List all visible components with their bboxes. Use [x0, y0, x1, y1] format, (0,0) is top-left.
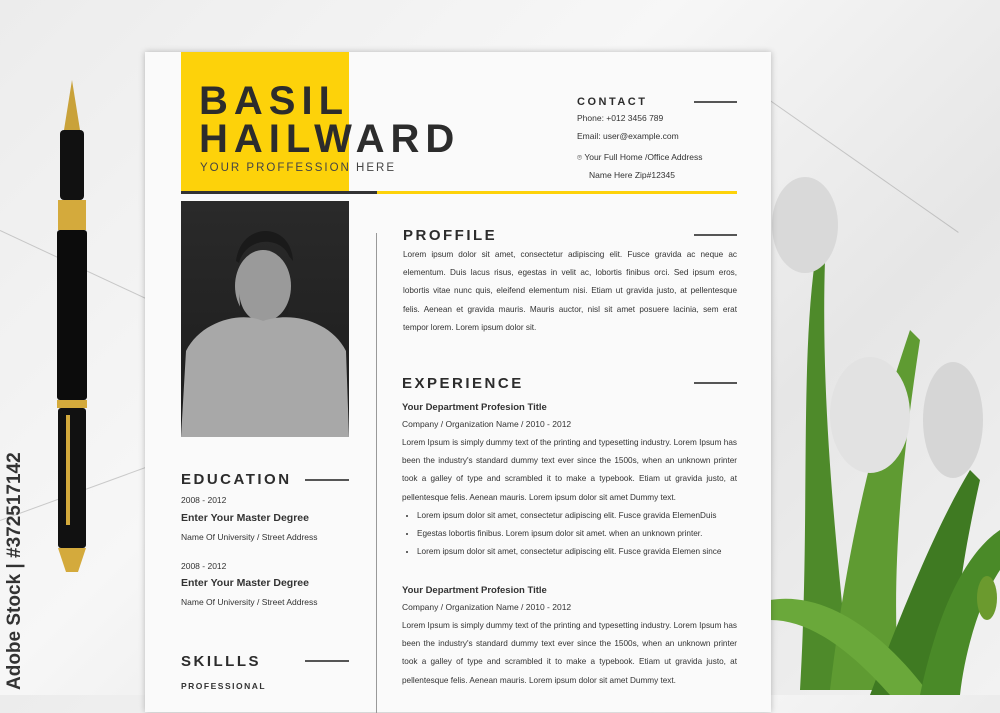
tulips-image	[770, 170, 1000, 695]
education-degree: Enter Your Master Degree	[181, 512, 309, 524]
education-years: 2008 - 2012	[181, 495, 227, 505]
contact-phone: Phone: +012 3456 789	[577, 113, 664, 123]
last-name: HAILWARD	[199, 117, 461, 161]
experience-heading: EXPERIENCE	[402, 375, 524, 392]
location-pin-icon: ⌾	[577, 152, 583, 162]
person-portrait-icon	[181, 201, 349, 437]
education-heading: EDUCATION	[181, 471, 292, 488]
resume-page	[145, 52, 771, 712]
contact-email: Email: user@example.com	[577, 131, 679, 141]
job-summary: Lorem Ipsum is simply dummy text of the printing and typesetting industry. Lorem Ipsum has been the industry's standard dummy text ever since the 1500s, when an unknown printer took a galley of type and scrambled it to make a typebook. Etiam ut gravida justo, at pellentesque felis. Aenean mauris. Lorem ipsum dolor sit amet Dummy text.	[402, 621, 737, 685]
header-divider-dark	[181, 191, 377, 194]
address-line1: Your Full Home /Office Address	[584, 152, 703, 162]
skills-subheading: PROFESSIONAL	[181, 681, 267, 691]
stock-watermark: Adobe Stock | #372517142	[4, 452, 25, 690]
heading-rule	[694, 382, 737, 384]
job-description	[402, 434, 737, 561]
job-bullets	[402, 507, 737, 562]
heading-rule	[305, 660, 349, 662]
heading-rule	[694, 234, 737, 236]
job-bullet: • Lorem ipsum dolor sit amet, consectetur adipiscing elit. Fusce gravida Elemen since	[417, 543, 737, 561]
profile-heading: PROFFILE	[403, 227, 498, 244]
heading-rule	[694, 101, 737, 103]
column-divider	[376, 233, 377, 713]
education-degree: Enter Your Master Degree	[181, 577, 309, 589]
profession: YOUR PROFFESSION HERE	[200, 162, 396, 174]
job-title: Your Department Profesion Title	[402, 402, 547, 413]
education-school: Name Of University / Street Address	[181, 532, 318, 542]
heading-rule	[305, 479, 349, 481]
job-bullet: • Lorem ipsum dolor sit amet, consectetur adipiscing elit. Fusce gravida ElemenDuis	[417, 507, 737, 525]
first-name: BASIL	[199, 79, 349, 123]
job-bullet: • Egestas lobortis finibus. Lorem ipsum dolor sit amet. when an unknown printer.	[417, 525, 737, 543]
contact-address	[577, 152, 702, 163]
header-divider-yellow	[377, 191, 737, 194]
job-summary: Lorem Ipsum is simply dummy text of the printing and typesetting industry. Lorem Ipsum has been the industry's standard dummy text ever since the 1500s, when an unknown printer took a galley of type and scrambled it to make a typebook. Etiam ut gravida justo, at pellentesque felis. Aenean mauris. Lorem ipsum dolor sit amet Dummy text.	[402, 438, 737, 502]
skills-heading: SKILLLS	[181, 653, 261, 670]
candidate-name	[199, 79, 461, 161]
job-company: Company / Organization Name / 2010 - 2012	[402, 419, 572, 429]
education-years: 2008 - 2012	[181, 561, 227, 571]
job-title: Your Department Profesion Title	[402, 585, 547, 596]
profile-photo	[181, 201, 349, 437]
fountain-pen-image	[52, 80, 92, 580]
education-school: Name Of University / Street Address	[181, 597, 318, 607]
contact-address-line2: Name Here Zip#12345	[589, 170, 675, 180]
contact-heading: CONTACT	[577, 96, 648, 108]
job-company: Company / Organization Name / 2010 - 2012	[402, 602, 572, 612]
profile-text: Lorem ipsum dolor sit amet, consectetur adipiscing elit. Fusce gravida ac neque ac elementum. Duis lacus risus, egestas in velit ac, lobortis finibus orci. Sed ipsum eros, lobortis vitae nunc quis, eleifend elementum nisi. Etiam ut gravida justo, at pellentesque felis. Aenean et gravida mauris. Mauris auctor, nisl sit amet posuere lacinia, sem erat tempor lorem. Lorem ipsum dolor sit.	[403, 250, 737, 332]
